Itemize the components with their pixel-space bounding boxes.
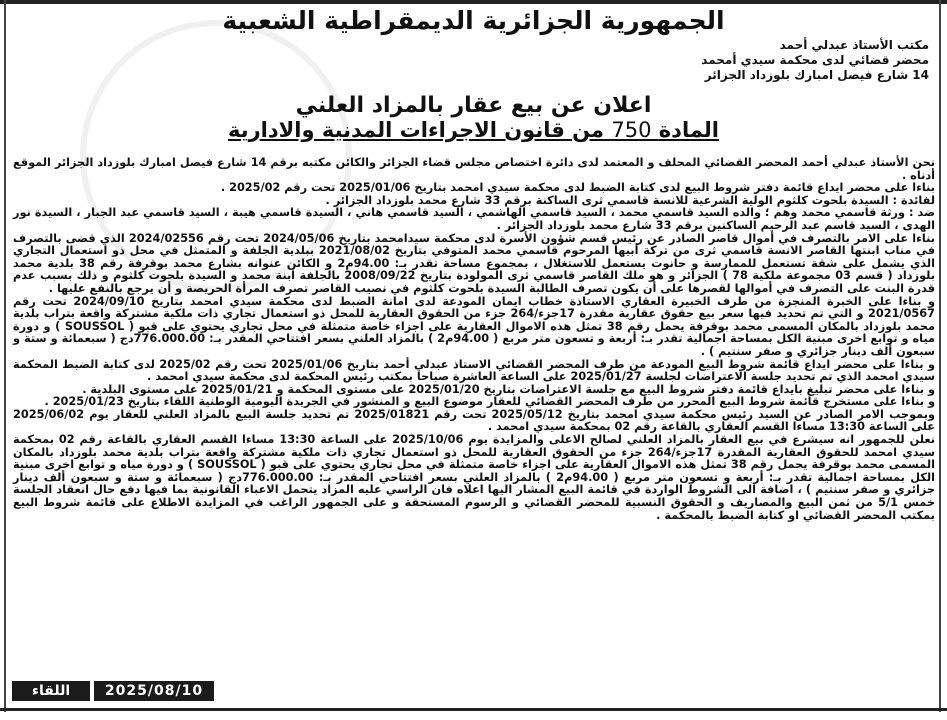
paragraph: لفائدة : السيدة بلحوت كلثوم الولية الشرعية للانسة قاسمي ثرى الساكنة برقم 33 شارع محمد بلوزداد الجزائر . xyxy=(325,193,935,207)
newspaper-name-badge: اللقاء xyxy=(12,681,90,701)
paragraph: وبموجب الامر الصادر عن السيد رئيس محكمة سيدي امحمد بتاريخ 2025/05/12 تحت رقم 2025/01821 تم تحديد جلسة البيع بالمزاد العلني للعقار يوم 2025/06/02 على الساعة 13:30 مساءا القسم العقاري بالقاعة رقم 02 بمحكمة سيدي امحمد . xyxy=(13,407,935,434)
paragraph: نحن الأستاذ عبدلي أحمد المحضر القضائي المحلف و المعتمد لدى دائرة اختصاص مجلس قضاء الجزائر والكائن مكتبه برقم 14 شارع فيصل امبارك بلوزداد الجزائر الموقع أدناه . xyxy=(13,156,936,182)
paragraph: بناءا على الامر بالتصرف في أموال قاصر الصادر عن رئيس قسم شؤون الأسرة لدى محكمة سيدامحمد بتاريخ 2024/05/06 تحت رقم 2024/02556 الذي قضى بالتصرف في مناب ابنتها القاصر الانسة قاسمي ثرى من تركة أبيها المرحوم قاسمي محمد المتوفي بتاريخ 2021/08/02 ببلدية الجلفة و المتمثل في محل ذو استعمال التجاري الذي يشمل على شقة تستعمل للممارسة و حانوت يستعمل للاستغلال ، بمجموع مساحة تقدر بـ: 94.00م2 و الكائن عنوانه بشارع محمد بوقرفة رقم 38 بلدية محمد بلوزداد ( قسم 03 مجموعة ملكية 78 ) الجزائر و هو ملك القاصر قاسمي ثرى المولودة بتاريخ 2008/09/22 بالجلفة ابنة محمد و السيدة بلحوت كلثوم و ذلك بسبب عدم قدرة البنت على التصرف في أموالها لقصرها على أن يكون تصرف الطالبة السيدة بلحوت كلثوم في نصيب القاصر تصرف المرأة الحريصة و أن يرجع بالنفع عليها . xyxy=(13,231,936,295)
office-line-2: محضر قضائي لدى محكمة سيدي أمحمد xyxy=(701,53,929,67)
bottom-border xyxy=(0,708,947,711)
notice-body xyxy=(13,157,935,522)
announcement-title: اعلان عن بيع عقار بالمزاد العلني xyxy=(295,93,652,118)
publication-date-badge: 2025/08/10 xyxy=(94,681,214,701)
article-number: 750 xyxy=(611,118,652,142)
bailiff-office-block xyxy=(629,38,929,83)
paragraph: بناءا على محضر ايداع قائمة دفتر شروط البيع لدى كتابة الضبط لدى محكمة سيدي امحمد بتاريخ 2025/01/06 تحت رقم 2025/02 . xyxy=(220,181,935,195)
publication-footer xyxy=(12,681,214,701)
republic-header: الجمهورية الجزائرية الديمقراطية الشعبية xyxy=(222,6,725,35)
paragraph: و بناءا على مستخرج قائمة شروط البيع المحرر من طرف المحضر القضائي للعقار موضوع البيع و المنشور في الجريدة اليومية الوطنية اللقاء بتاريخ 2025/01/23 . xyxy=(44,395,935,409)
article-label: المادة xyxy=(658,118,720,142)
paragraph: و بناءا على محضر ايداع قائمة شروط البيع المودعة من طرف المحضر القضائي الاستاذ عبدلي أحمد بتاريخ 2025/01/06 تحت رقم 2025/02 لدى كتابة الضبط المحكمة سيدي امحمد الذي تم تحديد جلسة الاعتراضات لجلسة 2025/01/27 على الساعة العاشرة صباحا بمكتب رئيس المحكمة لدى محكمة سيدي امحمد . xyxy=(13,357,936,384)
top-border xyxy=(0,0,947,4)
announcement-subtitle xyxy=(0,118,947,142)
paragraph: و بناءا على محضر تبليغ بايداع قائمة دفتر شروط البيع مع جلسة الاعتراضات بتاريخ 2025/01/20 على مستوى المحكمة و 2025/01/21 على مستوى البلدية . xyxy=(82,382,935,396)
office-line-3: 14 شارع فيصل امبارك بلوزداد الجزائر xyxy=(704,68,929,82)
paragraph: نعلن للجمهور انه سيشرع في بيع العقار بالمزاد العلني لصالح الاعلى والمزايدة يوم 2025/10/06 على الساعة 13:30 مساءا القسم العقاري بالقاعة رقم 02 بمحكمة سيدي امحمد للحقوق العقارية المقدرة 17جزء/264 جزء من الحقوق العقارية للمحل ذو استعمال تجاري ذات ملكية مشتركة واقعة بتراب بلدية محمد بلوزداد بالمكان المسمى محمد بوقرفة يحمل رقم 38 تمثل هذه الاموال العقارية على اجزاء خاصة متمثلة في محل تجاري يحتوي على قبو ( SOUSSOL ) و دورة مياه و توابع اخرى مبنية الكل بمساحة اجمالية تقدر بـ: أربعة و تسعون متر مربع ( 94.00م2 ) بالمزاد العلني بسعر افتتاحي المقدر بـ: 776.000.00دج ( سبعمائة و ستة و سبعون ألف دينار جزائري و صفر سنتيم ) ، اضافة الى الشروط الواردة في قائمة البيع المشار اليها اعلاه فان الراسي عليه المزاد يتحمل الاعباء القانونية بما فيها دفع حال انعقاد الجلسة خمس 5/1 من ثمن البيع والمصاريف و الحقوق النسبية للمحضر القضائي و الرسوم المستحقة و على الجمهور الراغب في المزايدة الاطلاع على قائمة شروط البيع بمكتب المحضر القضائي او كتابة الضبط بالمحكمة . xyxy=(13,433,936,522)
office-line-1: مكتب الأستاذ عبدلي أحمد xyxy=(779,38,929,52)
law-name: من قانون الاجراءات المدنية والادارية xyxy=(227,118,605,142)
paragraph: و بناءا على الخبرة المنجزة من طرف الخبيرة العقاري الاستاذة خطاب ايمان المودعة لدى امانة الضبط لدى محكمة سيدي امحمد بتاريخ 2024/09/10 تحت رقم 2021/0567 و التي تم تحديد فيها سعر بيع حقوق عقارية مقدرة 17جزء/264 جزء من الحقوق العقارية للمحل ذو استعمال تجاري ذات ملكية مشتركة واقعة بتراب بلدية محمد بلوزداد بالمكان المسمى محمد بوقرفة يحمل رقم 38 تمثل هذه الاموال العقارية على اجزاء خاصة متمثلة في محل تجاري يحتوي على قبو ( SOUSSOL ) و دورة مياه و توابع اخرى مبنية الكل بمساحة اجمالية تقدر بـ: أربعة و تسعون متر مربع ( 94.00م2 ) بالمزاد العلني بسعر افتتاحي المقدر بـ: 776.000.00دج ( سبعمائة و ستة و سبعون ألف دينار جزائري و صفر سنتيم ) . xyxy=(13,294,936,358)
paragraph: ضد : ورثة قاسمي محمد وهم ؛ والده السيد قاسمي محمد ، السيد قاسمي الهاشمي ، السيد قاسمي هاني ، السيدة قاسمي هيبة ، السيد قاسمي عبد الجبار ، السيدة نور الهدى ، السيد قاسم عبد الرحيم الساكنين برقم 33 شارع محمد بلوزداد الجزائر . xyxy=(13,206,935,232)
